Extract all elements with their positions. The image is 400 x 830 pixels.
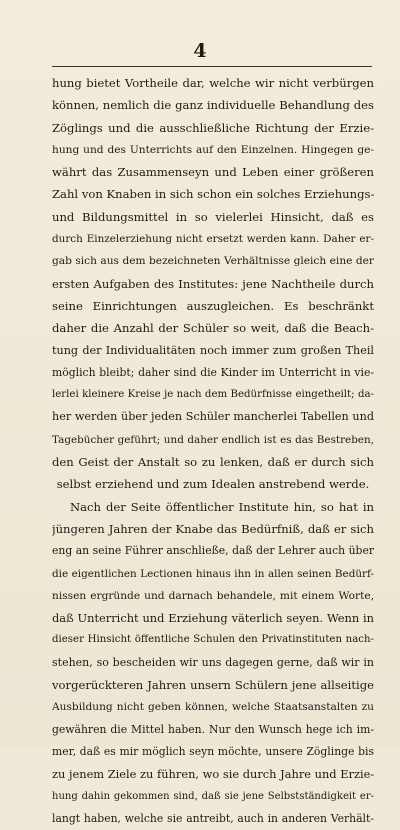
text-line: nissen ergründe und darnach behandele, mit einem Worte, <box>52 589 374 602</box>
text-line: ersten Aufgaben des Institutes: jene Nachtheile durch <box>52 276 374 291</box>
text-line: Nach der Seite öffentlicher Institute hin, so hat in <box>70 499 374 514</box>
text-line: daher die Anzahl der Schüler so weit, daß die Beach- <box>52 321 374 336</box>
text-line: gab sich aus dem bezeichneten Verhältnisse gleich eine der <box>52 255 374 268</box>
text-line: die eigentlichen Lectionen hinaus ihn in allen seinen Bedürf- <box>52 567 374 580</box>
text-line: langt haben, welche sie antreibt, auch in anderen Verhält- <box>52 811 374 825</box>
text-line: tung der Individualitäten noch immer zum großen Theil <box>52 343 374 357</box>
text-line: jüngeren Jahren der Knabe das Bedürfniß, daß er sich <box>52 521 374 536</box>
page-number: 4 <box>193 40 207 62</box>
text-line: hung bietet Vortheile dar, welche wir nicht verbürgen <box>52 76 374 90</box>
text-line: vorgerückteren Jahren unsern Schülern jene allseitige <box>52 678 374 693</box>
text-line: Zahl von Knaben in sich schon ein solches Erziehungs- <box>52 187 374 202</box>
text-line: eng an seine Führer anschließe, daß der Lehrer auch über <box>52 544 374 558</box>
text-line: und Bildungsmittel in so vielerlei Hinsicht, daß es <box>52 209 374 224</box>
text-line: dieser Hinsicht öffentliche Schulen den Privatinstituten nach- <box>52 634 374 646</box>
text-line: Zöglings und die ausschließliche Richtung der Erzie- <box>52 120 374 135</box>
body-text <box>52 72 374 830</box>
header-rule <box>52 66 372 67</box>
text-line: Tagebücher geführt; und daher endlich ist es das Bestreben, <box>52 433 374 446</box>
text-line: Ausbildung nicht geben können, welche Staatsanstalten zu <box>52 701 374 714</box>
text-line: seine Einrichtungen auszugleichen. Es beschränkt <box>52 298 374 313</box>
text-line: durch Einzelerziehung nicht ersetzt werden kann. Daher er- <box>52 233 374 246</box>
text-line: gewähren die Mittel haben. Nur den Wunsch hege ich im- <box>52 722 374 736</box>
text-line: den Geist der Anstalt so zu lenken, daß er durch sich <box>52 455 374 470</box>
text-line: möglich bleibt; daher sind die Kinder im Unterricht in vie- <box>52 365 374 379</box>
text-line: können, nemlich die ganz individuelle Behandlung des <box>52 98 374 113</box>
text-line: zu jenem Ziele zu führen, wo sie durch Jahre und Erzie- <box>52 767 374 782</box>
text-line: hung und des Unterrichts auf den Einzelnen. Hingegen ge- <box>52 143 374 156</box>
text-line: währt das Zusammenseyn und Leben einer größeren <box>52 165 374 180</box>
text-line: mer, daß es mir möglich seyn möchte, unsere Zöglinge bis <box>52 744 374 758</box>
text-line: her werden über jeden Schüler mancherlei Tabellen und <box>52 410 374 424</box>
text-line: selbst erziehend und zum Idealen anstrebend werde. <box>56 477 370 492</box>
text-line: daß Unterricht und Erziehung väterlich seyen. Wenn in <box>52 611 374 626</box>
text-line: hung dahin gekommen sind, daß sie jene Selbstständigkeit er- <box>52 790 374 802</box>
text-line: lerlei kleinere Kreise je nach dem Bedürfnisse eingetheilt; da- <box>52 389 374 401</box>
text-line: stehen, so bescheiden wir uns dagegen gerne, daß wir in <box>52 655 374 669</box>
